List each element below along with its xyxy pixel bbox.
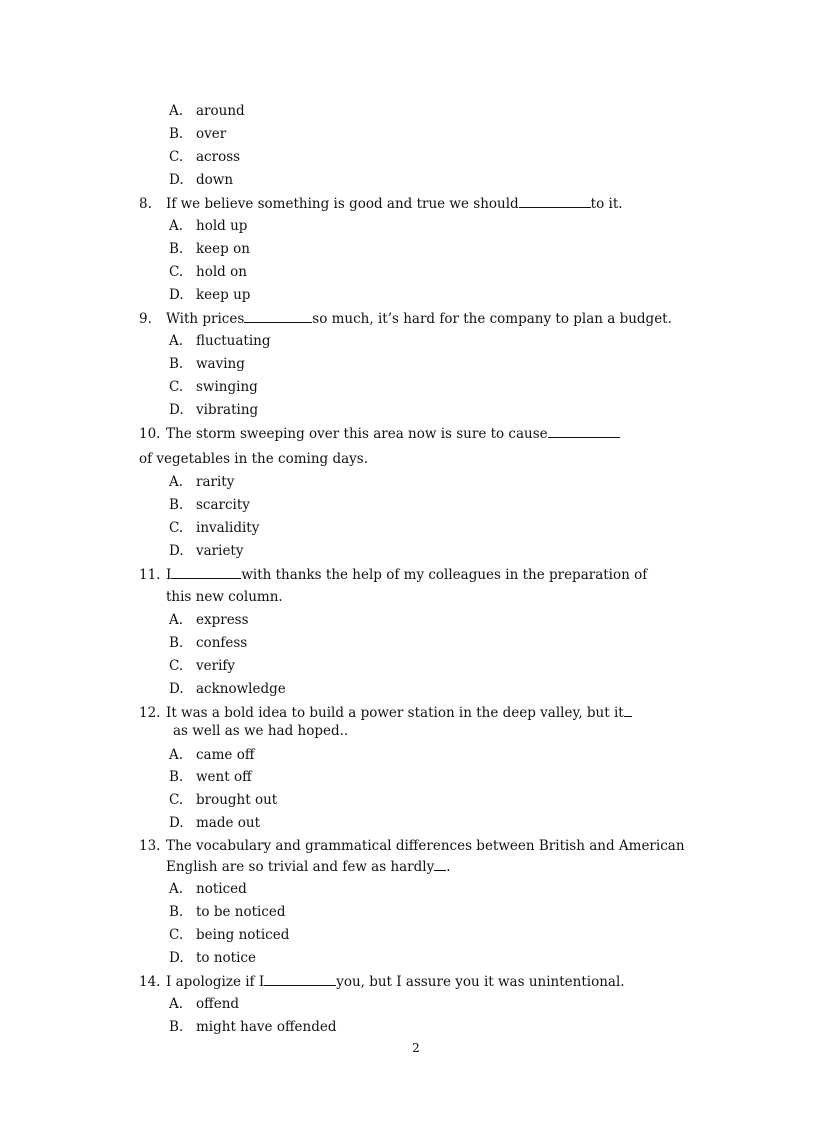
option-letter: B. xyxy=(169,126,184,142)
option-text: waving xyxy=(196,356,245,372)
q11-option-d xyxy=(169,680,286,698)
q11-stem xyxy=(139,565,647,583)
question-number: 8. xyxy=(139,196,152,212)
q10-stem-line2: of vegetables in the coming days. xyxy=(139,451,368,467)
question-text-after: so much, it’s hard for the company to plan a budget. xyxy=(312,311,672,327)
q7-option-d xyxy=(169,171,233,189)
question-text: The storm sweeping over this area now is sure to cause xyxy=(166,426,548,442)
option-letter: A. xyxy=(169,333,184,349)
option-letter: B. xyxy=(169,635,184,651)
q10-stem xyxy=(139,424,620,442)
option-text: hold up xyxy=(196,218,248,234)
question-text: The vocabulary and grammatical differences between British and American xyxy=(166,838,685,854)
option-text: made out xyxy=(196,815,261,831)
answer-blank xyxy=(624,703,632,717)
q13-stem-line2 xyxy=(166,857,451,875)
question-text-after: to it. xyxy=(590,196,623,212)
option-letter: D. xyxy=(169,681,184,697)
q9-stem xyxy=(139,309,672,327)
question-number: 14. xyxy=(139,974,161,990)
option-text: verify xyxy=(196,658,236,674)
question-text-after: you, but I assure you it was unintentional. xyxy=(336,974,625,990)
q11-option-b xyxy=(169,634,247,652)
answer-blank xyxy=(244,309,312,323)
answer-blank xyxy=(171,565,241,579)
answer-blank xyxy=(434,857,446,871)
q13-option-a xyxy=(169,880,247,898)
q12-stem-line2: as well as we had hoped.. xyxy=(173,723,349,739)
option-text: acknowledge xyxy=(196,681,286,697)
option-text: around xyxy=(196,103,245,119)
q10-option-c xyxy=(169,519,259,537)
answer-blank xyxy=(548,424,620,438)
option-text: came off xyxy=(196,747,255,763)
option-text: vibrating xyxy=(196,402,259,418)
option-letter: B. xyxy=(169,1019,184,1035)
page-number: 2 xyxy=(412,1041,420,1055)
q7-option-c xyxy=(169,148,240,166)
q14-option-a xyxy=(169,995,239,1013)
option-letter: A. xyxy=(169,996,184,1012)
answer-blank xyxy=(264,972,336,986)
option-text: to notice xyxy=(196,950,256,966)
q11-stem-line2: this new column. xyxy=(166,589,283,605)
option-letter: C. xyxy=(169,792,184,808)
option-text: noticed xyxy=(196,881,247,897)
option-text: over xyxy=(196,126,227,142)
q14-option-b xyxy=(169,1018,337,1036)
option-text: invalidity xyxy=(196,520,260,536)
question-text-after: with thanks the help of my colleagues in the preparation of xyxy=(241,567,648,583)
question-text-after: . xyxy=(446,859,451,875)
option-text: offend xyxy=(196,996,240,1012)
q14-stem xyxy=(139,972,625,990)
q8-option-c xyxy=(169,263,247,281)
option-text: hold on xyxy=(196,264,247,280)
q8-option-d xyxy=(169,286,250,304)
option-letter: B. xyxy=(169,497,184,513)
q13-stem xyxy=(139,837,685,855)
q10-option-b xyxy=(169,496,250,514)
option-letter: D. xyxy=(169,287,184,303)
option-letter: C. xyxy=(169,927,184,943)
q12-option-b xyxy=(169,768,252,786)
option-letter: A. xyxy=(169,474,184,490)
option-text: across xyxy=(196,149,241,165)
q10-option-a xyxy=(169,473,234,491)
option-text: to be noticed xyxy=(196,904,286,920)
option-text: confess xyxy=(196,635,248,651)
question-number: 9. xyxy=(139,311,152,327)
q13-option-d xyxy=(169,949,256,967)
option-text: went off xyxy=(196,769,252,785)
question-number: 10. xyxy=(139,426,161,442)
option-letter: C. xyxy=(169,658,184,674)
question-number: 11. xyxy=(139,567,161,583)
q11-option-c xyxy=(169,657,235,675)
option-letter: D. xyxy=(169,172,184,188)
q9-option-b xyxy=(169,355,245,373)
q8-stem xyxy=(139,194,623,212)
option-text: scarcity xyxy=(196,497,250,513)
option-letter: B. xyxy=(169,241,184,257)
option-text: down xyxy=(196,172,234,188)
q12-stem xyxy=(139,703,632,721)
q13-option-c xyxy=(169,926,289,944)
option-letter: C. xyxy=(169,264,184,280)
option-letter: D. xyxy=(169,402,184,418)
option-text: keep up xyxy=(196,287,251,303)
option-letter: A. xyxy=(169,881,184,897)
option-letter: C. xyxy=(169,520,184,536)
q7-option-a xyxy=(169,102,245,120)
q12-option-d xyxy=(169,814,260,832)
option-text: swinging xyxy=(196,379,258,395)
option-letter: A. xyxy=(169,612,184,628)
q11-option-a xyxy=(169,611,249,629)
option-text: variety xyxy=(196,543,244,559)
q8-option-b xyxy=(169,240,250,258)
q10-option-d xyxy=(169,542,244,560)
q12-option-a xyxy=(169,746,254,764)
option-letter: A. xyxy=(169,218,184,234)
option-letter: C. xyxy=(169,149,184,165)
q13-option-b xyxy=(169,903,286,921)
q9-option-c xyxy=(169,378,258,396)
option-letter: D. xyxy=(169,543,184,559)
question-text: It was a bold idea to build a power station in the deep valley, but it xyxy=(166,705,624,721)
option-text: might have offended xyxy=(196,1019,337,1035)
option-letter: B. xyxy=(169,769,184,785)
option-text: fluctuating xyxy=(196,333,271,349)
question-number: 13. xyxy=(139,838,161,854)
option-text: keep on xyxy=(196,241,250,257)
q8-option-a xyxy=(169,217,247,235)
q7-option-b xyxy=(169,125,226,143)
option-text: express xyxy=(196,612,249,628)
q12-option-c xyxy=(169,791,277,809)
question-text: If we believe something is good and true we should xyxy=(166,196,519,212)
option-letter: A. xyxy=(169,747,184,763)
option-letter: D. xyxy=(169,815,184,831)
answer-blank xyxy=(519,194,591,208)
option-letter: B. xyxy=(169,356,184,372)
option-text: being noticed xyxy=(196,927,290,943)
question-text: English are so trivial and few as hardly xyxy=(166,859,435,875)
question-text: I apologize if I xyxy=(166,974,265,990)
option-letter: C. xyxy=(169,379,184,395)
question-text: With prices xyxy=(166,311,245,327)
q9-option-a xyxy=(169,332,271,350)
question-text: I xyxy=(166,567,172,583)
option-text: rarity xyxy=(196,474,235,490)
option-letter: B. xyxy=(169,904,184,920)
option-letter: D. xyxy=(169,950,184,966)
option-letter: A. xyxy=(169,103,184,119)
q9-option-d xyxy=(169,401,258,419)
question-number: 12. xyxy=(139,705,161,721)
option-text: brought out xyxy=(196,792,278,808)
